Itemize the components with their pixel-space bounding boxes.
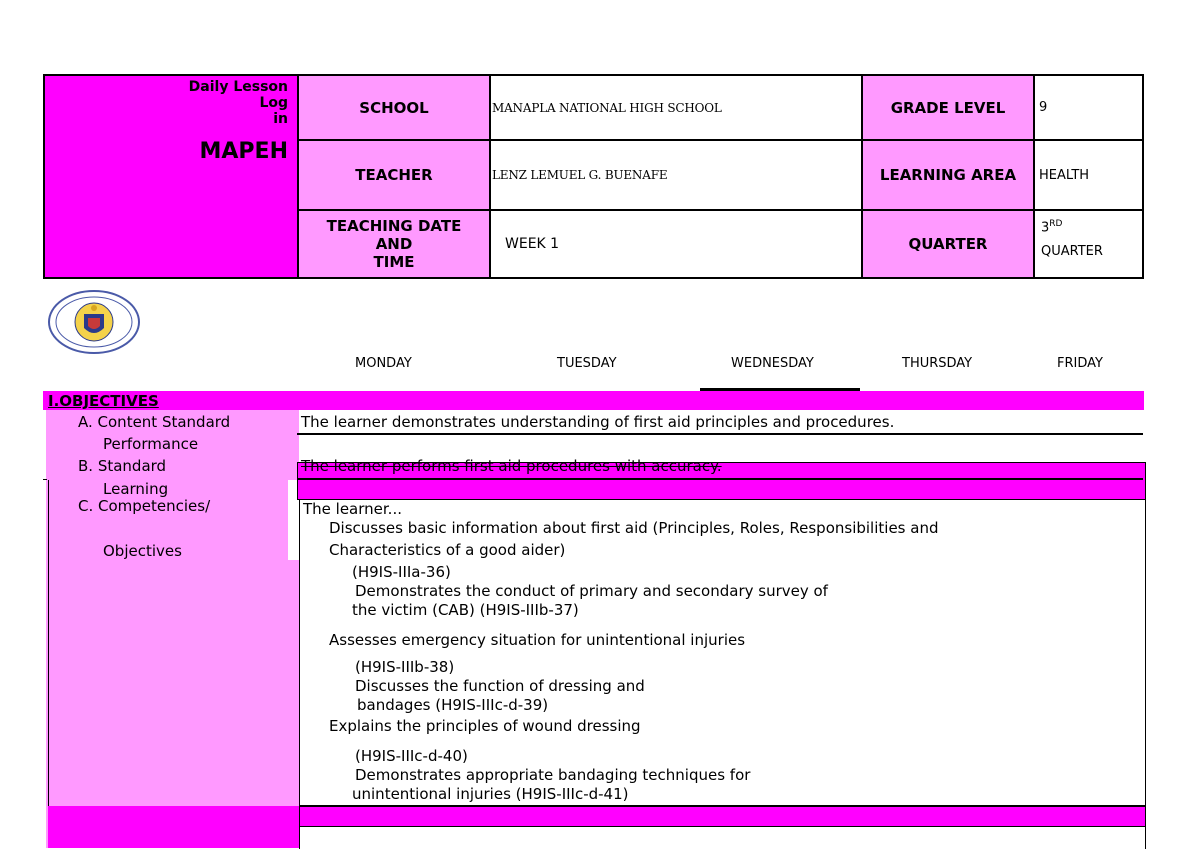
competencies-label-line3: Objectives (103, 542, 182, 560)
competency-line: (H9IS-IIIb-38) (355, 658, 455, 676)
content-standard-label: A. Content Standard (78, 413, 231, 431)
school-value: MANAPLA NATIONAL HIGH SCHOOL (489, 74, 863, 141)
competency-line: (H9IS-IIIa-36) (352, 563, 451, 581)
school-label: SCHOOL (297, 74, 491, 141)
day-thursday: THURSDAY (902, 356, 973, 371)
day-tuesday: TUESDAY (557, 356, 617, 371)
competency-line: Demonstrates appropriate bandaging techniques for (355, 766, 751, 784)
quarter-label: QUARTER (861, 209, 1035, 279)
subject-title: MAPEH (199, 139, 288, 164)
teaching-date-label: TEACHING DATE AND TIME (297, 209, 491, 279)
next-section-content-box (299, 826, 1146, 849)
objectives-heading-bar (43, 391, 1144, 410)
content-standard-text: The learner demonstrates understanding of first aid principles and procedures. (301, 413, 895, 431)
competency-line: Characteristics of a good aider) (329, 541, 566, 559)
competency-line: (H9IS-IIIc-d-40) (355, 747, 468, 765)
quarter-value: 3RD QUARTER (1033, 209, 1144, 279)
day-wednesday: WEDNESDAY (731, 356, 814, 371)
performance-label-line2: B. Standard (78, 457, 167, 475)
teacher-value: LENZ LEMUEL G. BUENAFE (489, 139, 863, 211)
grade-level-label: GRADE LEVEL (861, 74, 1035, 141)
daily-lesson-log-title: Daily Lesson Log in (188, 79, 288, 127)
performance-mid-rule (297, 478, 1143, 480)
competency-line: Explains the principles of wound dressing (329, 717, 641, 735)
competency-line: Demonstrates the conduct of primary and secondary survey of (355, 582, 828, 600)
objectives-heading: I.OBJECTIVES (48, 392, 159, 410)
competency-line: Discusses basic information about first aid (Principles, Roles, Responsibilities and (329, 519, 939, 537)
competency-line: The learner... (303, 500, 402, 518)
learning-area-value: HEALTH (1033, 139, 1144, 211)
performance-text: The learner performs first aid procedures with accuracy. (301, 457, 722, 475)
content-standard-rule (297, 433, 1143, 435)
learning-area-label: LEARNING AREA (861, 139, 1035, 211)
teaching-date-value: WEEK 1 (489, 209, 863, 279)
day-monday: MONDAY (355, 356, 412, 371)
competency-line: Assesses emergency situation for unintentional injuries (329, 631, 746, 649)
next-section-label-bar (48, 806, 299, 848)
competency-line: bandages (H9IS-IIIc-d-39) (357, 696, 549, 714)
competency-line: the victim (CAB) (H9IS-IIIb-37) (352, 601, 579, 619)
competencies-label-line1: Learning (103, 480, 169, 498)
competency-line: unintentional injuries (H9IS-IIIc-d-41) (352, 785, 629, 803)
performance-top-rule (43, 479, 47, 480)
competencies-label-line2: C. Competencies/ (78, 497, 211, 515)
performance-label-line1: Performance (103, 435, 199, 453)
grade-level-value: 9 (1033, 74, 1144, 141)
teacher-label: TEACHER (297, 139, 491, 211)
deped-seal-icon (48, 290, 140, 355)
competency-line: Discusses the function of dressing and (355, 677, 645, 695)
day-friday: FRIDAY (1057, 356, 1103, 371)
deped-seal-graphic (48, 290, 140, 355)
next-section-content-bar (299, 806, 1146, 827)
label-column-left-rule (48, 480, 49, 848)
